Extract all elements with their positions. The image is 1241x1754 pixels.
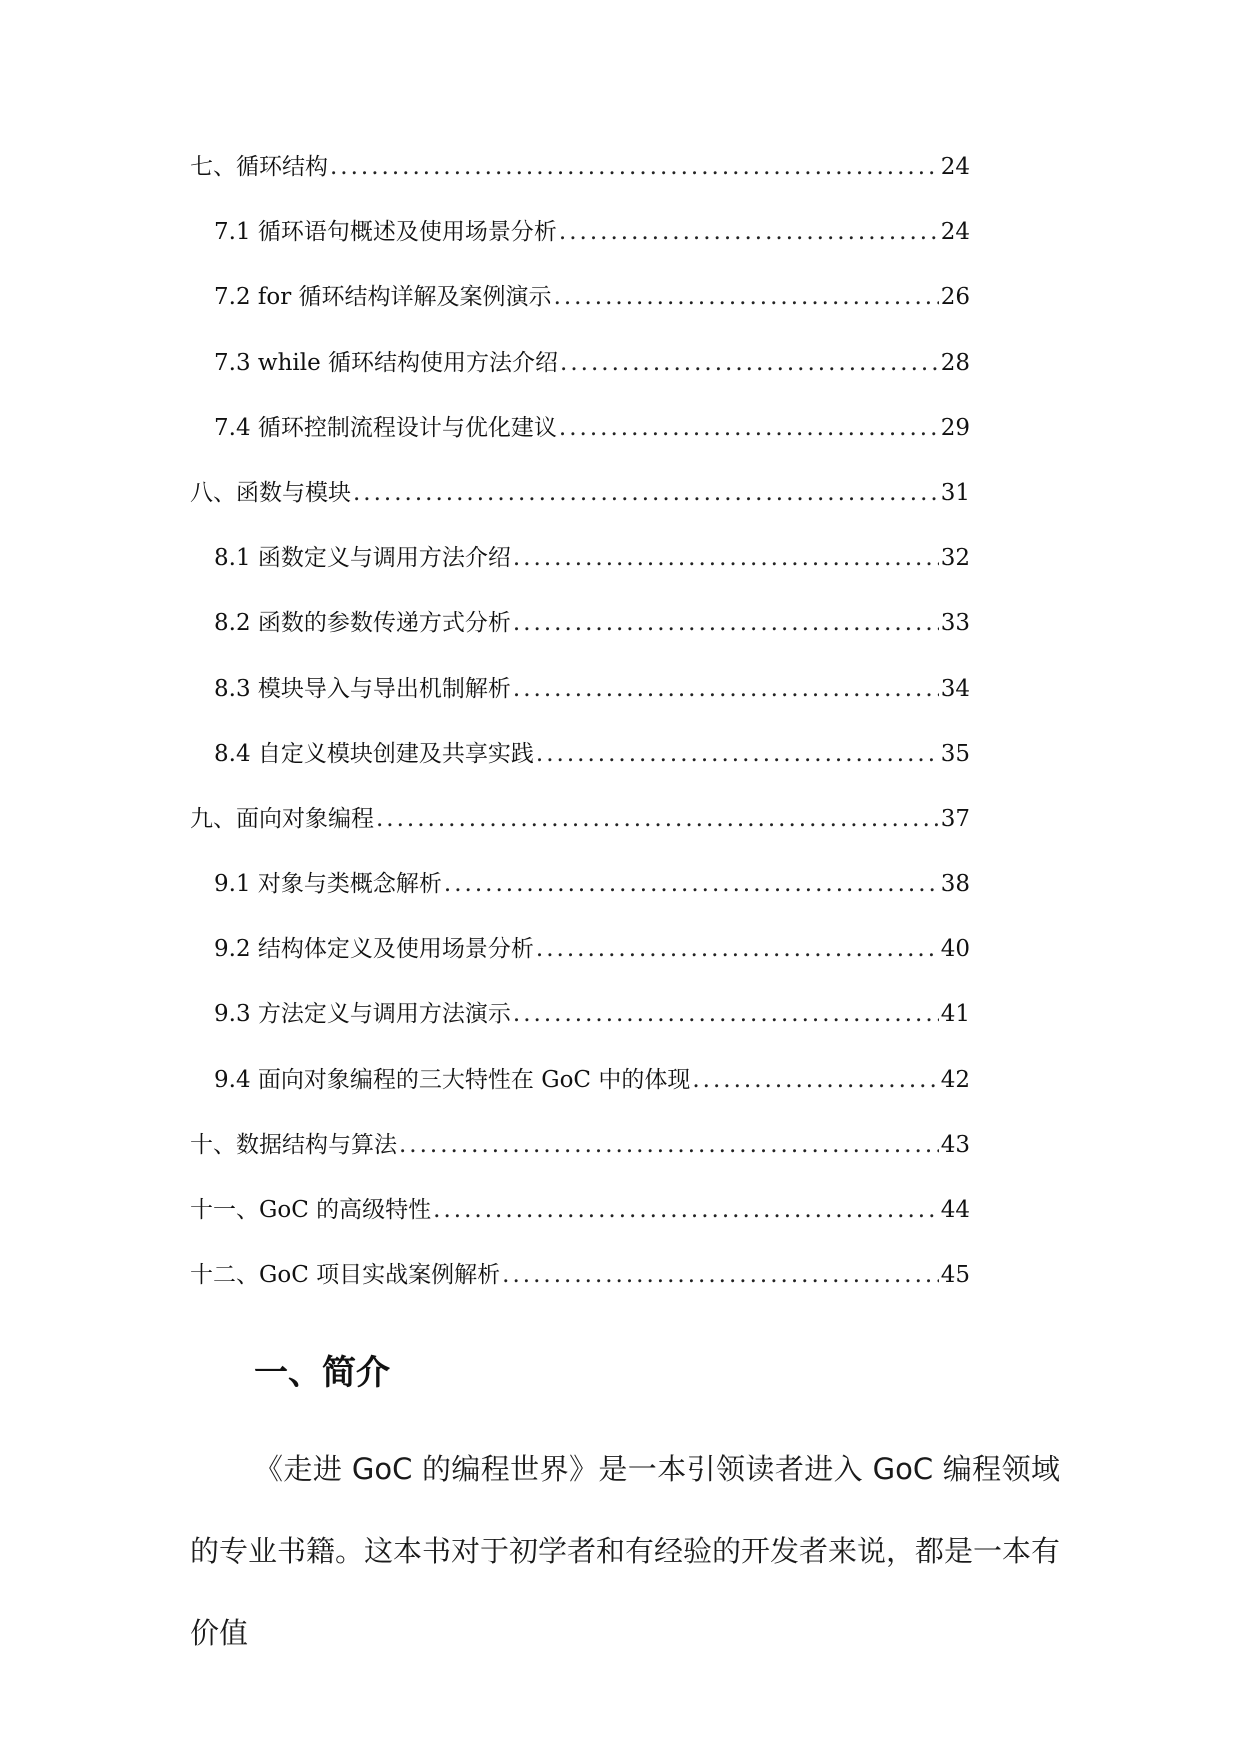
toc-dot-leader <box>513 657 939 722</box>
toc-page-number: 34 <box>940 675 970 702</box>
toc-entry[interactable] <box>190 200 970 265</box>
section-heading: 一、简介 <box>254 1353 390 1393</box>
toc-dot-leader <box>554 265 939 330</box>
toc-dot-leader <box>513 982 939 1047</box>
toc-entry-label: 7.3 while 循环结构使用方法介绍 <box>214 349 559 376</box>
toc-page-number: 40 <box>940 936 970 963</box>
toc-entry-label: 8.2 函数的参数传递方式分析 <box>214 610 511 637</box>
toc-entry[interactable] <box>190 135 970 200</box>
toc-entry-label: 8.3 模块导入与导出机制解析 <box>214 675 511 702</box>
toc-page-number: 41 <box>940 1001 970 1028</box>
toc-entry[interactable] <box>190 461 970 526</box>
toc-page-number: 24 <box>940 154 970 180</box>
toc-dot-leader <box>502 1243 939 1308</box>
toc-dot-leader <box>536 722 939 787</box>
toc-dot-leader <box>559 396 939 461</box>
toc-entry-label: 十二、GoC 项目实战案例解析 <box>190 1262 501 1289</box>
toc-entry-label: 7.4 循环控制流程设计与优化建议 <box>214 414 557 441</box>
toc-page-number: 31 <box>940 479 970 506</box>
toc-entry-label: 八、函数与模块 <box>190 479 351 506</box>
toc-dot-leader <box>353 461 939 526</box>
toc-entry-label: 9.1 对象与类概念解析 <box>214 871 442 898</box>
toc-entry-label: 七、循环结构 <box>190 154 328 180</box>
intro-paragraph: 《走进 GoC 的编程世界》是一本引领读者进入 GoC 编程领域的专业书籍。这本书对于初学者和有经验的开发者来说，都是一本有价值 <box>190 1452 1061 1650</box>
toc-entry[interactable] <box>190 526 970 591</box>
toc-entry-label: 8.1 函数定义与调用方法介绍 <box>214 545 511 572</box>
toc-entry-label: 九、面向对象编程 <box>190 805 374 832</box>
toc-dot-leader <box>376 787 939 852</box>
toc-dot-leader <box>399 1113 939 1178</box>
toc-entry[interactable] <box>190 396 970 461</box>
toc-entry[interactable] <box>190 657 970 722</box>
toc-page-number: 43 <box>940 1131 970 1158</box>
toc-dot-leader <box>513 591 939 656</box>
toc-entry[interactable] <box>190 265 970 330</box>
toc-page-number: 37 <box>940 805 970 832</box>
toc-entry-label: 十一、GoC 的高级特性 <box>190 1197 432 1223</box>
toc-page-number: 42 <box>940 1066 970 1093</box>
toc-page-number: 32 <box>940 545 970 572</box>
toc-entry[interactable] <box>190 852 970 917</box>
toc-dot-leader <box>536 917 939 982</box>
toc-entry[interactable] <box>190 1178 970 1243</box>
toc-page-number: 44 <box>940 1197 970 1223</box>
toc-entry-label: 十、数据结构与算法 <box>190 1131 397 1158</box>
toc-page-number: 45 <box>940 1262 970 1289</box>
toc-entry-label: 7.2 for 循环结构详解及案例演示 <box>214 284 552 311</box>
toc-page-number: 35 <box>940 740 970 767</box>
toc-entry[interactable] <box>190 591 970 656</box>
toc-entry[interactable] <box>190 331 970 396</box>
toc-dot-leader <box>444 852 939 917</box>
toc-entry-label: 9.3 方法定义与调用方法演示 <box>214 1001 511 1028</box>
toc-entry-label: 9.4 面向对象编程的三大特性在 GoC 中的体现 <box>214 1066 691 1093</box>
toc-entry[interactable] <box>190 1048 970 1113</box>
toc-dot-leader <box>692 1048 938 1113</box>
toc-page-number: 26 <box>940 284 970 311</box>
toc-page-number: 33 <box>940 610 970 637</box>
toc-entry[interactable] <box>190 917 970 982</box>
toc-dot-leader <box>433 1178 939 1243</box>
toc-entry[interactable] <box>190 1243 970 1308</box>
toc-dot-leader <box>559 200 939 265</box>
toc-entry[interactable] <box>190 722 970 787</box>
toc-entry-label: 9.2 结构体定义及使用场景分析 <box>214 936 534 963</box>
toc-entry-label: 7.1 循环语句概述及使用场景分析 <box>214 219 557 246</box>
table-of-contents <box>190 135 970 1308</box>
toc-page-number: 24 <box>940 219 970 246</box>
toc-entry[interactable] <box>190 787 970 852</box>
toc-dot-leader <box>560 331 939 396</box>
toc-dot-leader <box>330 135 939 200</box>
toc-entry[interactable] <box>190 982 970 1047</box>
toc-dot-leader <box>513 526 939 591</box>
toc-page-number: 38 <box>940 871 970 898</box>
toc-entry[interactable] <box>190 1113 970 1178</box>
toc-entry-label: 8.4 自定义模块创建及共享实践 <box>214 740 534 767</box>
toc-page-number: 29 <box>940 414 970 441</box>
toc-page-number: 28 <box>940 349 970 376</box>
